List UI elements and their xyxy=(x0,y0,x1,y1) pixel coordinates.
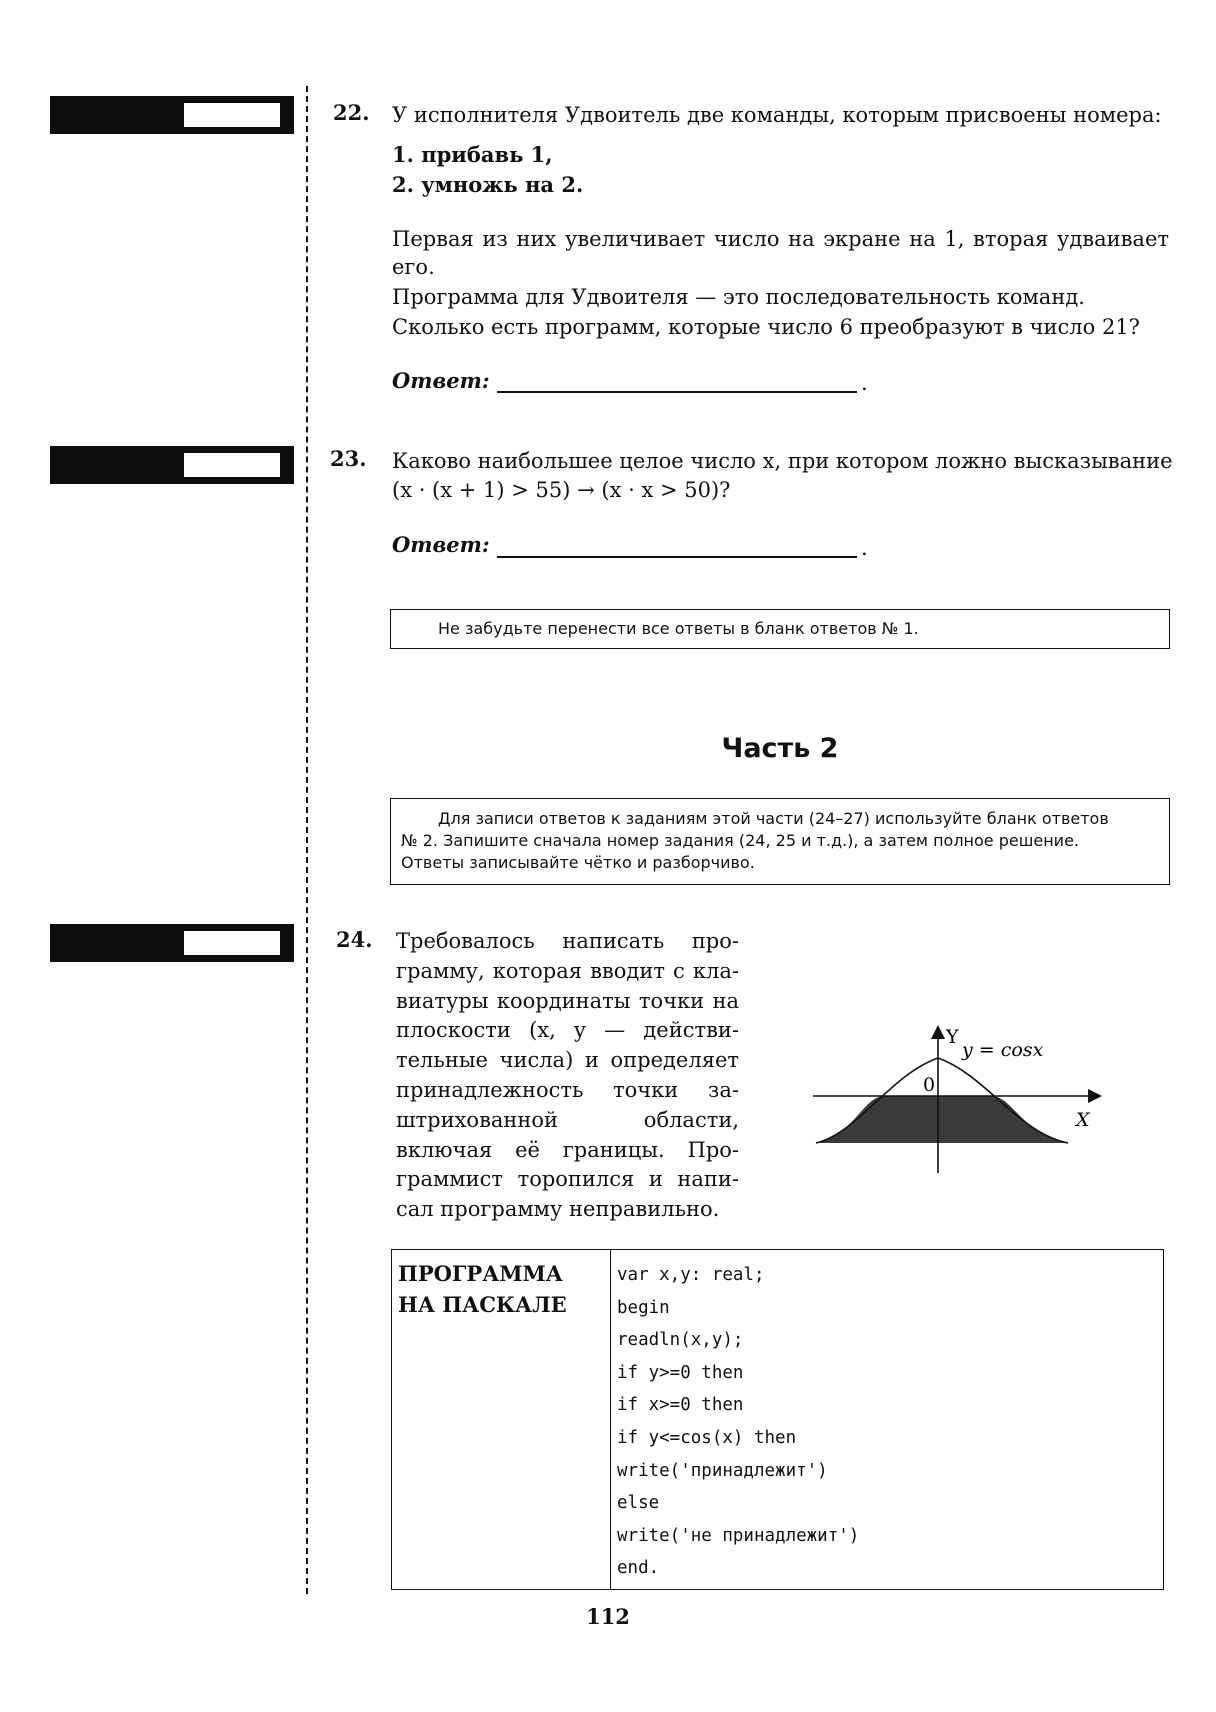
program-label-line-1: ПРОГРАММА xyxy=(398,1261,563,1286)
code-line: if x>=0 then xyxy=(617,1395,744,1416)
q23-answer-dot: . xyxy=(861,536,868,560)
q24-text-line: тельные числа) и определяет xyxy=(396,1048,739,1073)
question-number-24: 24. xyxy=(336,927,373,952)
q23-answer-label: Ответ: xyxy=(392,532,490,557)
x-axis-arrow xyxy=(1088,1089,1102,1103)
part-2-title: Часть 2 xyxy=(721,733,839,764)
instr-line-2: № 2. Запишите сначала номер задания (24, 25 и т.д.), а затем полное решение. xyxy=(401,831,1080,850)
q22-answer-field[interactable] xyxy=(497,391,857,393)
q22-answer-label: Ответ: xyxy=(392,368,490,393)
q22-intro: У исполнителя Удвоитель две команды, которым присвоены номера: xyxy=(392,103,1162,127)
shaded-region xyxy=(816,1096,1068,1143)
reminder-box xyxy=(390,609,1170,649)
question-number-23: 23. xyxy=(330,446,367,471)
q24-text-line: сал программу неправильно. xyxy=(396,1197,720,1222)
part-2-instructions xyxy=(390,798,1170,885)
program-code-cell xyxy=(611,1250,1164,1590)
q24-text-line: принадлежность точки за- xyxy=(396,1077,739,1102)
code-line: if y<=cos(x) then xyxy=(617,1427,797,1448)
cos-graph xyxy=(808,1023,1108,1183)
q23-line-2: (x · (x + 1) > 55) → (x · x > 50)? xyxy=(392,478,731,502)
q24-text-line: граммист торопился и напи- xyxy=(396,1167,739,1192)
cut-line xyxy=(306,86,308,1594)
program-label-cell xyxy=(392,1250,611,1590)
q24-text-line: грамму, которая вводит с кла- xyxy=(396,958,739,983)
q24-text-line: штрихованной области, xyxy=(396,1107,739,1132)
program-label-line-2: НА ПАСКАЛЕ xyxy=(398,1292,567,1317)
code-line: else xyxy=(617,1493,660,1514)
x-axis-label: X xyxy=(1076,1109,1090,1131)
q24-text-line: виатуры координаты точки на xyxy=(396,988,739,1013)
q23-line-1: Каково наибольшее целое число x, при котором ложно высказывание xyxy=(392,449,1173,473)
q24-text-line: включая её границы. Про- xyxy=(396,1137,739,1162)
answer-box-22 xyxy=(50,96,294,134)
code-line: var x,y: real; xyxy=(617,1265,765,1285)
q24-text-line: Требовалось написать про- xyxy=(396,929,739,953)
answer-box-24 xyxy=(50,924,294,962)
q24-text-line: плоскости (x, y — действи- xyxy=(396,1018,739,1043)
code-line: readln(x,y); xyxy=(617,1330,744,1351)
q22-paragraph-2: Программа для Удвоителя — это последовательность команд. xyxy=(392,285,1085,309)
code-line: end. xyxy=(617,1558,660,1579)
program-table xyxy=(391,1249,1164,1590)
q24-text xyxy=(396,927,739,1225)
code-line: write('не принадлежит') xyxy=(617,1525,860,1546)
q22-paragraph-1-line-2: его. xyxy=(392,255,435,279)
q23-answer-field[interactable] xyxy=(497,556,857,558)
answer-box-23 xyxy=(50,446,294,484)
reminder-text: Не забудьте перенести все ответы в бланк ответов № 1. xyxy=(438,619,919,638)
q22-answer-dot: . xyxy=(861,371,868,395)
y-axis-arrow xyxy=(931,1025,945,1039)
code-line: begin xyxy=(617,1297,670,1318)
y-axis-label: Y xyxy=(946,1026,959,1048)
q22-paragraph-3: Сколько есть программ, которые число 6 преобразуют в число 21? xyxy=(392,315,1140,339)
curve-label: y = cosx xyxy=(962,1039,1044,1061)
code-line: write('принадлежит') xyxy=(617,1460,828,1481)
question-number-22: 22. xyxy=(333,100,370,125)
origin-label: 0 xyxy=(923,1074,936,1096)
q22-paragraph-1-line-1: Первая из них увеличивает число на экране на 1, вторая удваивает xyxy=(392,227,1169,251)
q22-command-1: 1. прибавь 1, xyxy=(392,142,553,167)
q22-command-2: 2. умножь на 2. xyxy=(392,172,584,197)
page-number: 112 xyxy=(586,1604,630,1629)
code-line: if y>=0 then xyxy=(617,1362,744,1383)
instr-line-1: Для записи ответов к заданиям этой части (24–27) используйте бланк ответов xyxy=(438,809,1109,828)
instr-line-3: Ответы записывайте чётко и разборчиво. xyxy=(401,853,755,872)
